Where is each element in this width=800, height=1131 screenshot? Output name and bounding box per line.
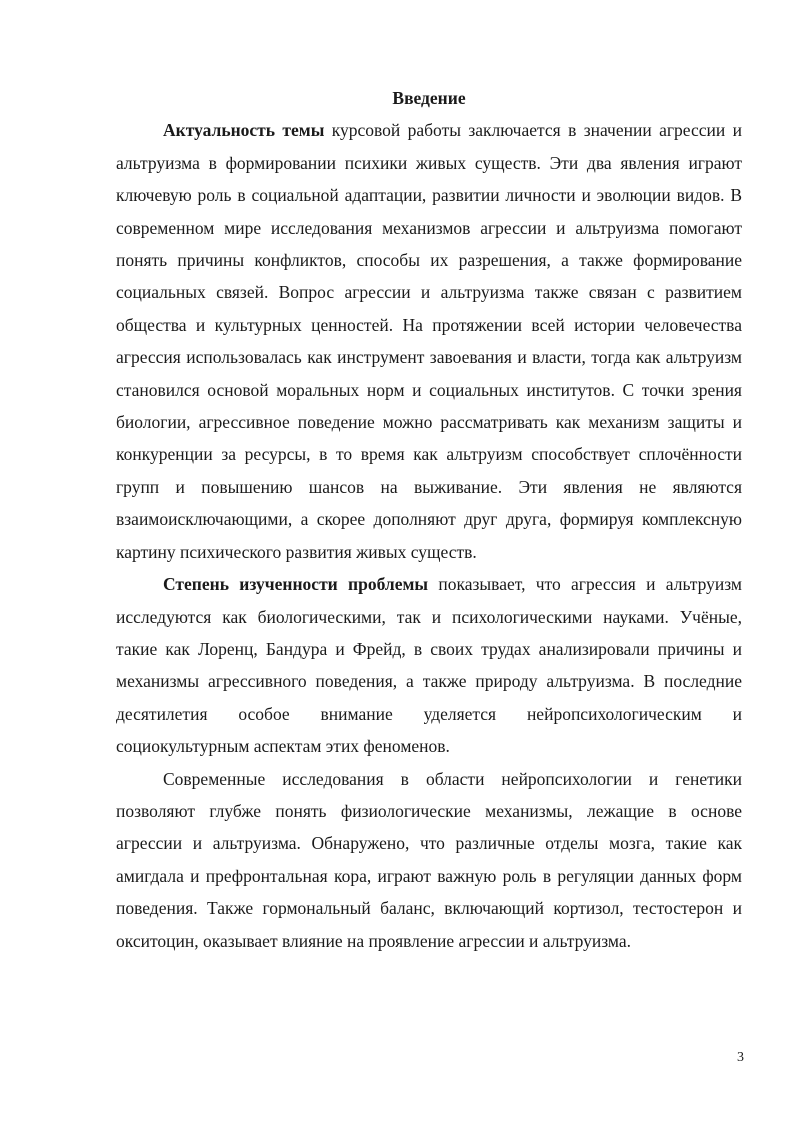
paragraph-relevance (116, 114, 742, 568)
page-number: 3 (737, 1050, 744, 1065)
paragraph-research-degree (116, 568, 742, 762)
paragraph-text-relevance: курсовой работы заключается в значении агрессии и альтруизма в формировании психики живых существ. Эти два явления играют ключевую роль в социальной адаптации, развитии личности и эволюции видов. В современном мире исследования механизмов агрессии и альтруизма помогают понять причины конфликтов, способы их разрешения, а также формирование социальных связей. Вопрос агрессии и альтруизма также связан с развитием общества и культурных ценностей. На протяжении всей истории человечества агрессия использовалась как инструмент завоевания и власти, тогда как альтруизм становился основой моральных норм и социальных институтов. С точки зрения биологии, агрессивное поведение можно рассматривать как механизм защиты и конкуренции за ресурсы, в то время как альтруизм способствует сплочённости групп и повышению шансов на выживание. Эти явления не являются взаимоисключающими, а скорее дополняют друг друга, формируя комплексную картину психического развития живых существ. (116, 120, 742, 562)
section-heading: Введение (392, 88, 466, 108)
paragraph-lead-research-degree: Степень изученности проблемы (163, 574, 429, 595)
paragraph-modern-research (116, 763, 742, 957)
document-body (116, 82, 742, 957)
paragraph-text-research-degree: показывает, что агрессия и альтруизм исследуются как биологическими, так и психологическими науками. Учёные, такие как Лоренц, Бандура и Фрейд, в своих трудах анализировали причины и механизмы агрессивного поведения, а также природу альтруизма. В последние десятилетия особое внимание уделяется нейропсихологическим и социокультурным аспектам этих феноменов. (116, 574, 742, 757)
paragraph-lead-relevance: Актуальность темы (163, 120, 325, 141)
paragraph-text-modern-research: Современные исследования в области нейропсихологии и генетики позволяют глубже понять физиологические механизмы, лежащие в основе агрессии и альтруизма. Обнаружено, что различные отделы мозга, такие как амигдала и префронтальная кора, играют важную роль в регуляции данных форм поведения. Также гормональный баланс, включающий кортизол, тестостерон и окситоцин, оказывает влияние на проявление агрессии и альтруизма. (116, 768, 742, 951)
